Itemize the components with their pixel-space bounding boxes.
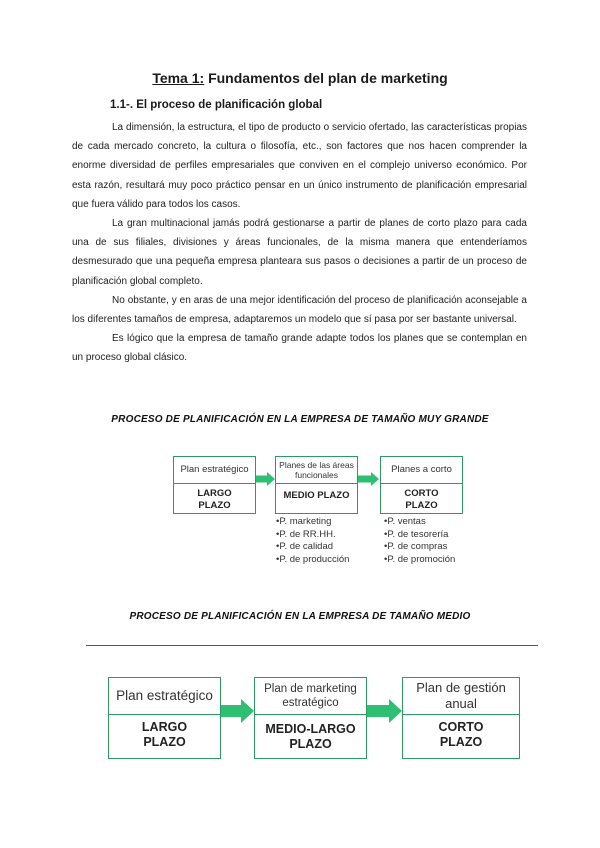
diagram2-box1-top: Plan estratégico: [109, 678, 220, 715]
body-text: [72, 118, 527, 368]
title-text: Fundamentos del plan de marketing: [204, 70, 448, 86]
diagram2-box2-bottom: MEDIO-LARGO PLAZO: [265, 722, 356, 751]
diagram2-heading: PROCESO DE PLANIFICACIÓN EN LA EMPRESA DE TAMAÑO MEDIO: [129, 611, 471, 622]
diagram1-box-functional: [275, 456, 358, 514]
diagram1-heading: PROCESO DE PLANIFICACIÓN EN LA EMPRESA DE TAMAÑO MUY GRANDE: [111, 414, 489, 425]
list-item: •P. de RR.HH.: [276, 528, 336, 540]
title-prefix: Tema 1:: [152, 70, 205, 86]
divider-line: [86, 645, 538, 646]
paragraph-3: No obstante, y en aras de una mejor identificación del proceso de planificación aconsejable a los diferentes tamaños de empresa, adaptaremos un modelo que sí pasa por ser bastante universal.: [72, 294, 527, 326]
diagram1-list-medio: [276, 516, 349, 566]
diagram2-box-annual: [402, 677, 520, 759]
paragraph-4: Es lógico que la empresa de tamaño grande adapte todos los planes que se contemplan en un proceso global clásico.: [72, 333, 527, 364]
diagram2-arrow-2: [367, 699, 403, 723]
section-subtitle: 1.1-. El proceso de planificación global: [110, 99, 323, 111]
diagram2-box3-top: Plan de gestión anual: [403, 678, 519, 715]
diagram1-box-short: [380, 456, 463, 514]
list-item: •P. marketing: [276, 516, 332, 527]
paragraph-2: La gran multinacional jamás podrá gestionarse a partir de planes de corto plazo para cada una de sus filiales, divisiones y áreas funcionales, de la misma manera que entenderíamos desmesurado que una pequeña empresa planteara sus pasos o decisiones a partir de un proceso de planificación global completo.: [72, 218, 527, 287]
diagram2-box3-bottom: CORTO PLAZO: [438, 720, 484, 749]
list-item: •P. ventas: [384, 516, 426, 527]
diagram1-box-strategic: [173, 456, 256, 514]
diagram1-box3-bottom: CORTO PLAZO: [404, 488, 439, 511]
list-item: •P. de promoción: [384, 553, 456, 565]
list-item: •P. de compras: [384, 541, 448, 552]
paragraph-1: La dimensión, la estructura, el tipo de producto o servicio ofertado, las características propias de cada mercado concreto, la cultura o filosofía, etc., son factores que nos hacen comprender la enorme diversidad de perfiles empresariales que conviven en el complejo universo económico. Por esta razón, resultará muy poco práctico pensar en un único instrumento de planificación empresarial que fuera válido para todos los casos.: [72, 122, 527, 210]
diagram1-box1-bottom: LARGO PLAZO: [197, 488, 232, 511]
diagram2-box2-top: Plan de marketing estratégico: [255, 678, 366, 715]
list-item: •P. de calidad: [276, 541, 334, 552]
diagram2-box-strategic: [108, 677, 221, 759]
diagram1-box1-top: Plan estratégico: [174, 457, 255, 484]
diagram1-arrow-1: [256, 472, 276, 486]
diagram2-box1-bottom: LARGO PLAZO: [141, 720, 188, 749]
page-title: [0, 70, 600, 86]
diagram1-list-corto: [384, 516, 455, 566]
diagram1-arrow-2: [358, 472, 380, 486]
diagram1-box3-top: Planes a corto: [381, 457, 462, 484]
diagram2-box-marketing: [254, 677, 367, 759]
diagram2-arrow-1: [221, 699, 255, 723]
diagram1-box2-bottom: MEDIO PLAZO: [283, 490, 350, 501]
list-item: •P. de producción: [276, 553, 350, 565]
diagram1-box2-top: Planes de las áreas funcionales: [276, 457, 357, 484]
list-item: •P. de tesorería: [384, 528, 449, 540]
